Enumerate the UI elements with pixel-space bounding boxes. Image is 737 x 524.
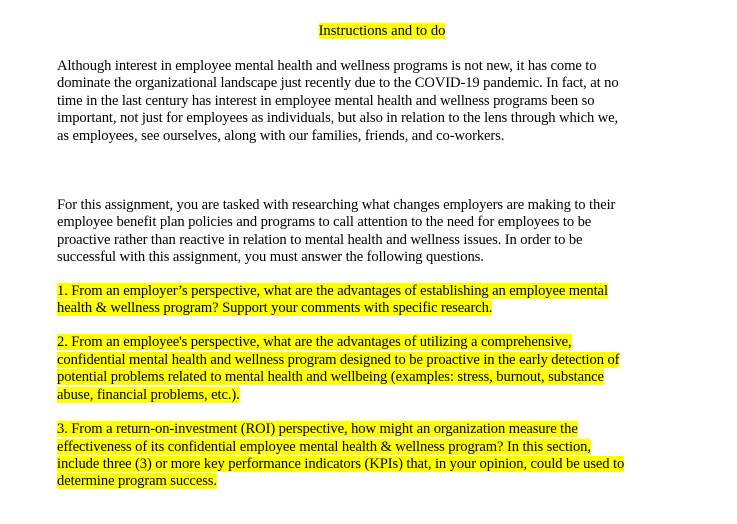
question-3-paragraph (57, 421, 707, 491)
question-3-line: 3. From a return-on-investment (ROI) perspective, how might an organization measure the (57, 421, 578, 438)
document-page (57, 0, 707, 491)
question-3-line: effectiveness of its confidential employee mental health & wellness program? In this section, (57, 438, 591, 455)
question-2-paragraph (57, 334, 707, 404)
question-2-line: confidential mental health and wellness program designed to be proactive in the early detection of (57, 351, 620, 368)
assignment-line: proactive rather than reactive in relation to mental health and wellness issues. In order to be (57, 231, 583, 248)
intro-line: dominate the organizational landscape just recently due to the COVID-19 pandemic. In fact, at no (57, 75, 619, 92)
intro-line: time in the last century has interest in employee mental health and wellness programs been so (57, 92, 595, 109)
question-3-line: include three (3) or more key performance indicators (KPIs) that, in your opinion, could be used to (57, 455, 625, 472)
intro-line: important, not just for employees as individuals, but also in relation to the lens through which we, (57, 110, 619, 127)
assignment-line: employee benefit plan policies and programs to call attention to the need for employees to be (57, 214, 592, 231)
intro-line: as employees, see ourselves, along with our families, friends, and co-workers. (57, 127, 505, 144)
assignment-line: successful with this assignment, you must answer the following questions. (57, 249, 484, 266)
question-3-line: determine program success. (57, 473, 217, 490)
question-2-line: potential problems related to mental health and wellbeing (examples: stress, burnout, substance (57, 369, 604, 386)
question-1-line: health & wellness program? Support your comments with specific research. (57, 300, 493, 317)
intro-line: Although interest in employee mental health and wellness programs is not new, it has come to (57, 58, 597, 74)
question-2-line: 2. From an employee's perspective, what are the advantages of utilizing a comprehensive, (57, 334, 572, 351)
question-1-line: 1. From an employer’s perspective, what are the advantages of establishing an employee mental (57, 282, 608, 299)
document-title: Instructions and to do (318, 23, 446, 39)
title-line (57, 23, 707, 40)
assignment-line: For this assignment, you are tasked with researching what changes employers are making to their (57, 197, 616, 214)
question-2-line: abuse, financial problems, etc.). (57, 386, 240, 403)
question-1-paragraph (57, 283, 707, 318)
intro-paragraph (57, 58, 707, 145)
assignment-paragraph (57, 197, 707, 267)
